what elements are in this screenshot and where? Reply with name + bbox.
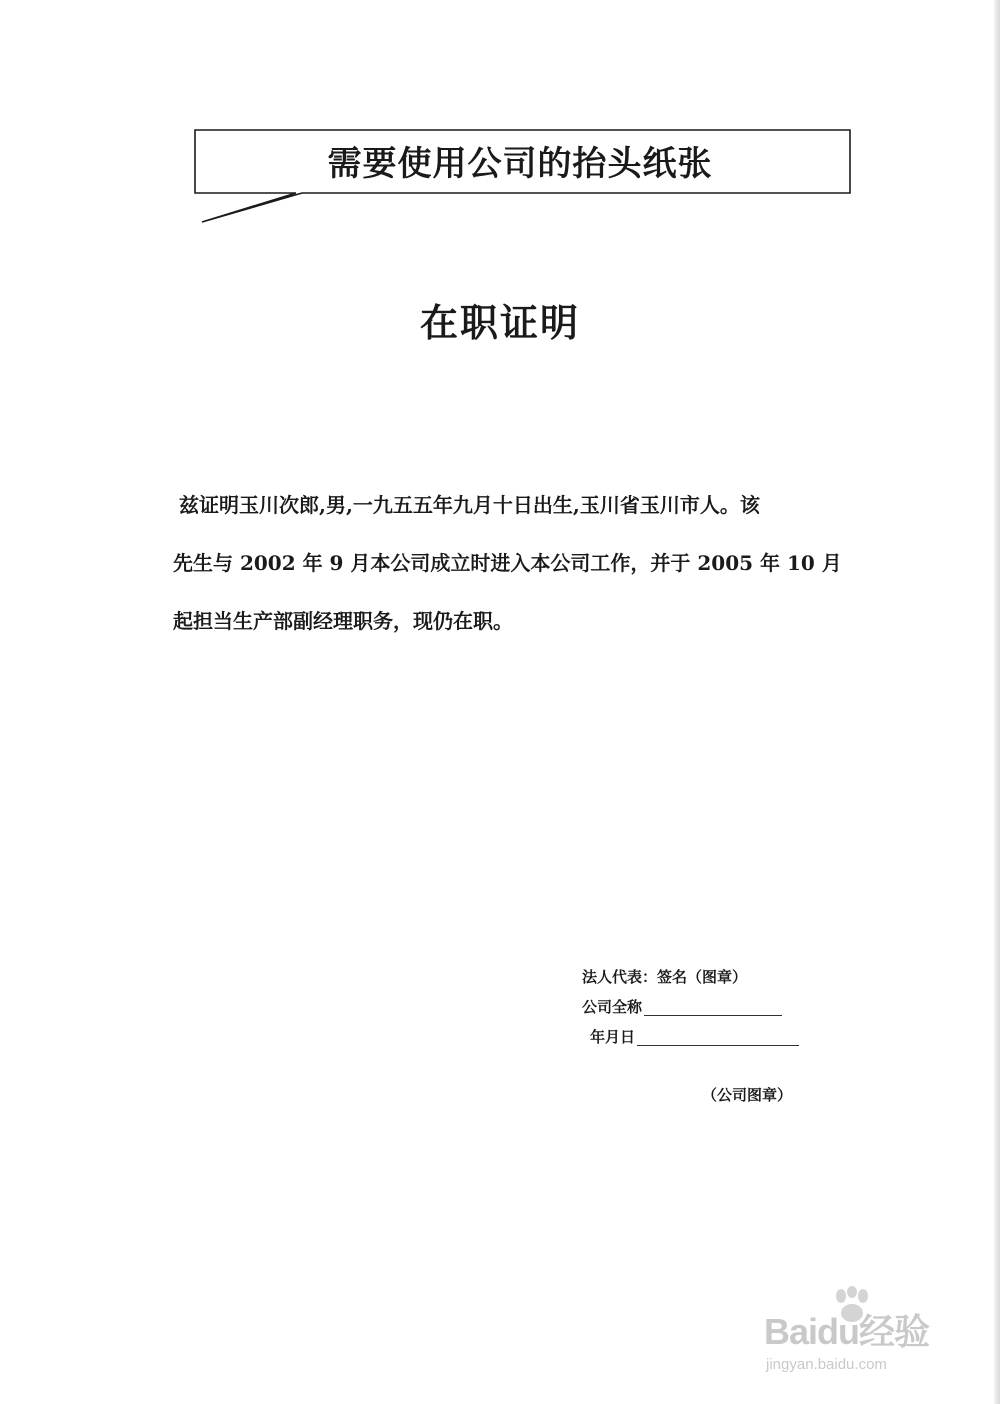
company-stamp-label: （公司图章） xyxy=(702,1086,793,1104)
company-name-blank xyxy=(644,995,782,1016)
date-label: 年月日 xyxy=(590,1028,636,1046)
date-line xyxy=(582,1022,842,1052)
baidu-watermark xyxy=(752,1286,967,1396)
body-line: 起担当生产部副经理职务，现仍在职。 xyxy=(173,609,513,633)
document-title: 在职证明 xyxy=(419,300,580,345)
certificate-body xyxy=(173,476,873,650)
date-blank xyxy=(637,1025,799,1046)
body-line: 兹证明玉川次郎,男,一九五五年九月十日出生,玉川省玉川市人。该 xyxy=(179,493,760,517)
company-name-label: 公司全称 xyxy=(582,998,643,1016)
signature-block xyxy=(582,962,842,1052)
page-edge xyxy=(994,0,1000,1404)
company-name-line xyxy=(582,992,842,1022)
body-line: 先生与 2002 年 9 月本公司成立时进入本公司工作，并于 2005 年 10 月 xyxy=(173,551,842,575)
watermark-brand: Baidu经验 xyxy=(764,1311,930,1352)
letterhead-note: 需要使用公司的抬头纸张 xyxy=(327,144,713,184)
letterhead-callout xyxy=(190,125,855,225)
legal-rep-label: 法人代表：签名（图章） xyxy=(582,968,748,986)
legal-rep-line xyxy=(582,962,842,992)
watermark-domain: jingyan.baidu.com xyxy=(766,1356,887,1373)
